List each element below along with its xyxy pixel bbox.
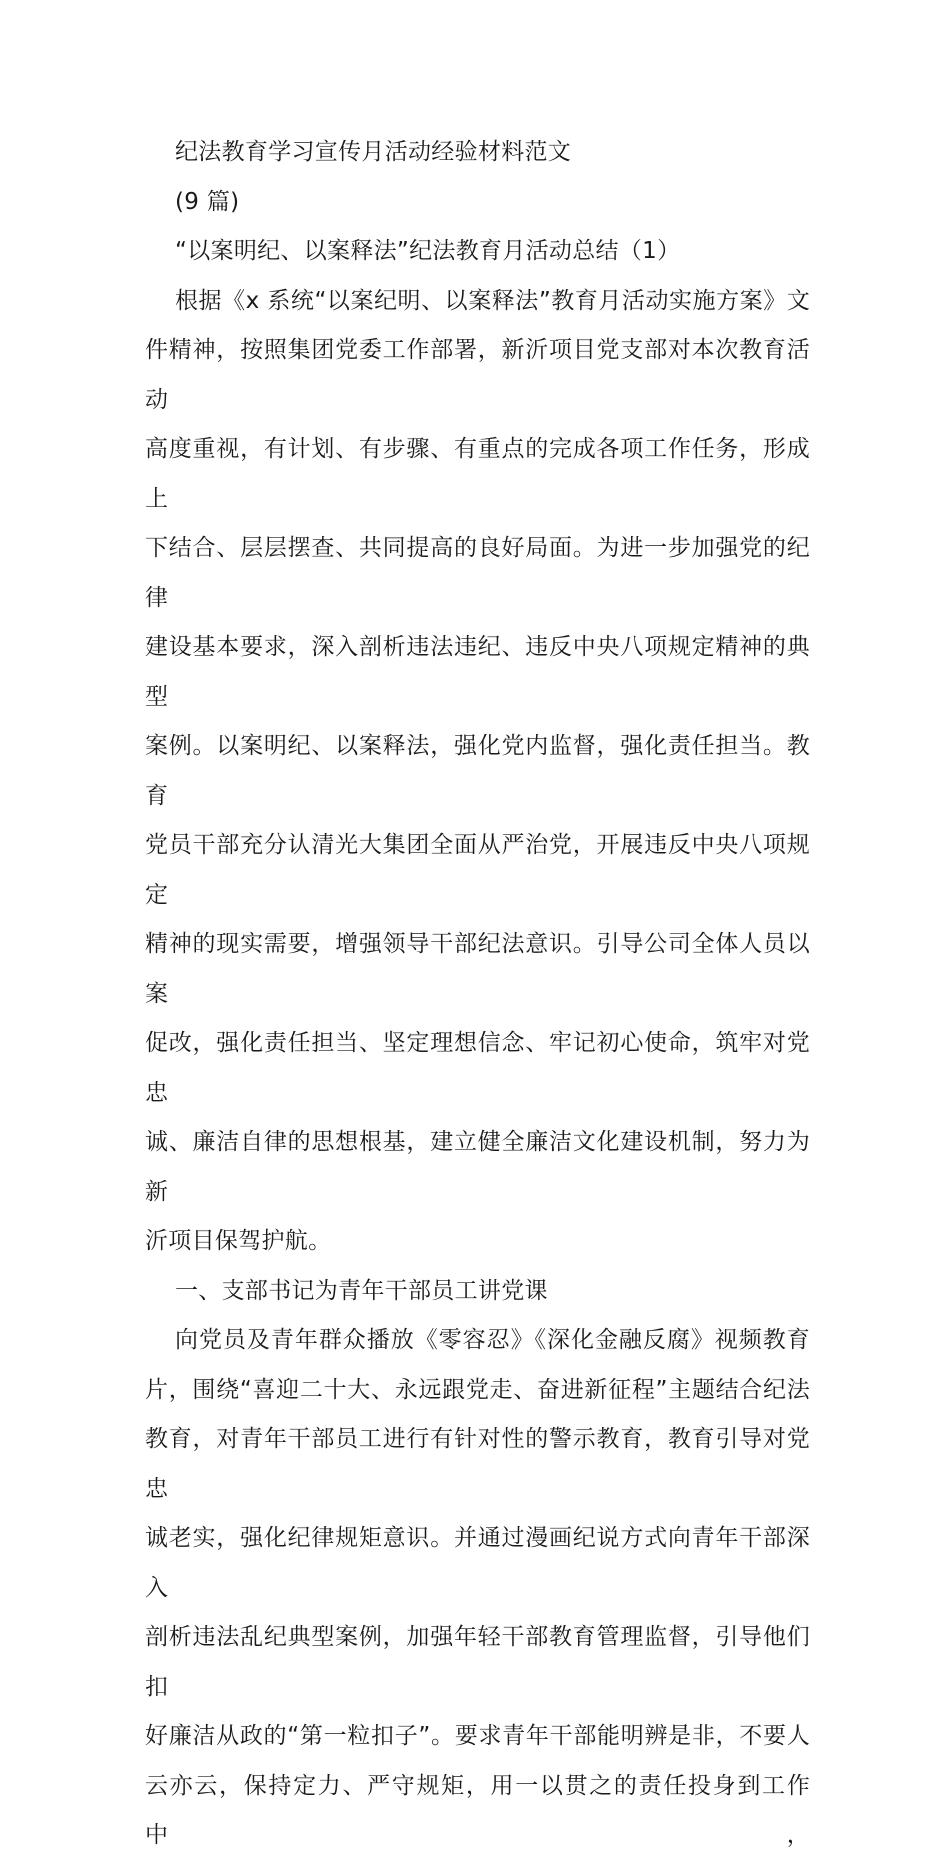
- paragraph-line: 诚老实，强化纪律规矩意识。并通过漫画纪说方式向青年干部深入: [145, 1525, 810, 1601]
- paragraph-line: 剖析违法乱纪典型案例，加强年轻干部教育管理监督，引导他们扣: [145, 1624, 810, 1700]
- paragraph-line: 促改，强化责任担当、坚定理想信念、牢记初心使命，筑牢对党忠: [145, 1030, 810, 1106]
- paragraph-line: 教育，对青年干部员工进行有针对性的警示教育，教育引导对党忠: [145, 1426, 810, 1502]
- paragraph-line: 向党员及青年群众播放《零容忍》《深化金融反腐》视频教育: [175, 1327, 810, 1353]
- paragraph-line: 高度重视，有计划、有步骤、有重点的完成各项工作任务，形成上: [145, 436, 810, 512]
- paragraph-line: 沂项目保驾护航。: [145, 1228, 332, 1254]
- paragraph-line: 件精神，按照集团党委工作部署，新沂项目党支部对本次教育活动: [145, 337, 810, 413]
- paragraph-line: 诚、廉洁自律的思想根基，建立健全廉洁文化建设机制，努力为新: [145, 1129, 810, 1205]
- paragraph-line: 根据《x 系统“以案纪明、以案释法”教育月活动实施方案》文: [175, 287, 810, 314]
- paragraph-line: 案例。以案明纪、以案释法，强化党内监督，强化责任担当。教育: [145, 733, 810, 809]
- paragraph-line: 片，围绕“喜迎二十大、永远跟党走、奋进新征程”主题结合纪法: [145, 1376, 810, 1403]
- paragraph-2: [145, 1316, 810, 1861]
- document-body: [145, 128, 810, 1861]
- document-count: (9 篇): [175, 188, 240, 215]
- paragraph-line: 建设基本要求，深入剖析违法违纪、违反中央八项规定精神的典型: [145, 634, 810, 710]
- section-heading: 一、支部书记为青年干部员工讲党课: [175, 1277, 548, 1304]
- document-subtitle: “以案明纪、以案释法”纪法教育月活动总结（1）: [175, 238, 681, 264]
- paragraph-1: [145, 277, 810, 1267]
- paragraph-line: 精神的现实需要，增强领导干部纪法意识。引导公司全体人员以案: [145, 931, 810, 1007]
- document-title: 纪法教育学习宣传月活动经验材料范文: [175, 139, 572, 165]
- paragraph-line: 党员干部充分认清光大集团全面从严治党，开展违反中央八项规定: [145, 832, 810, 908]
- paragraph-line: 云亦云，保持定力、严守规矩，用一以贯之的责任投身到工作中，: [145, 1772, 810, 1848]
- paragraph-line: 好廉洁从政的“第一粒扣子”。要求青年干部能明辨是非，不要人: [145, 1723, 810, 1749]
- paragraph-line: 下结合、层层摆查、共同提高的良好局面。为进一步加强党的纪律: [145, 535, 810, 611]
